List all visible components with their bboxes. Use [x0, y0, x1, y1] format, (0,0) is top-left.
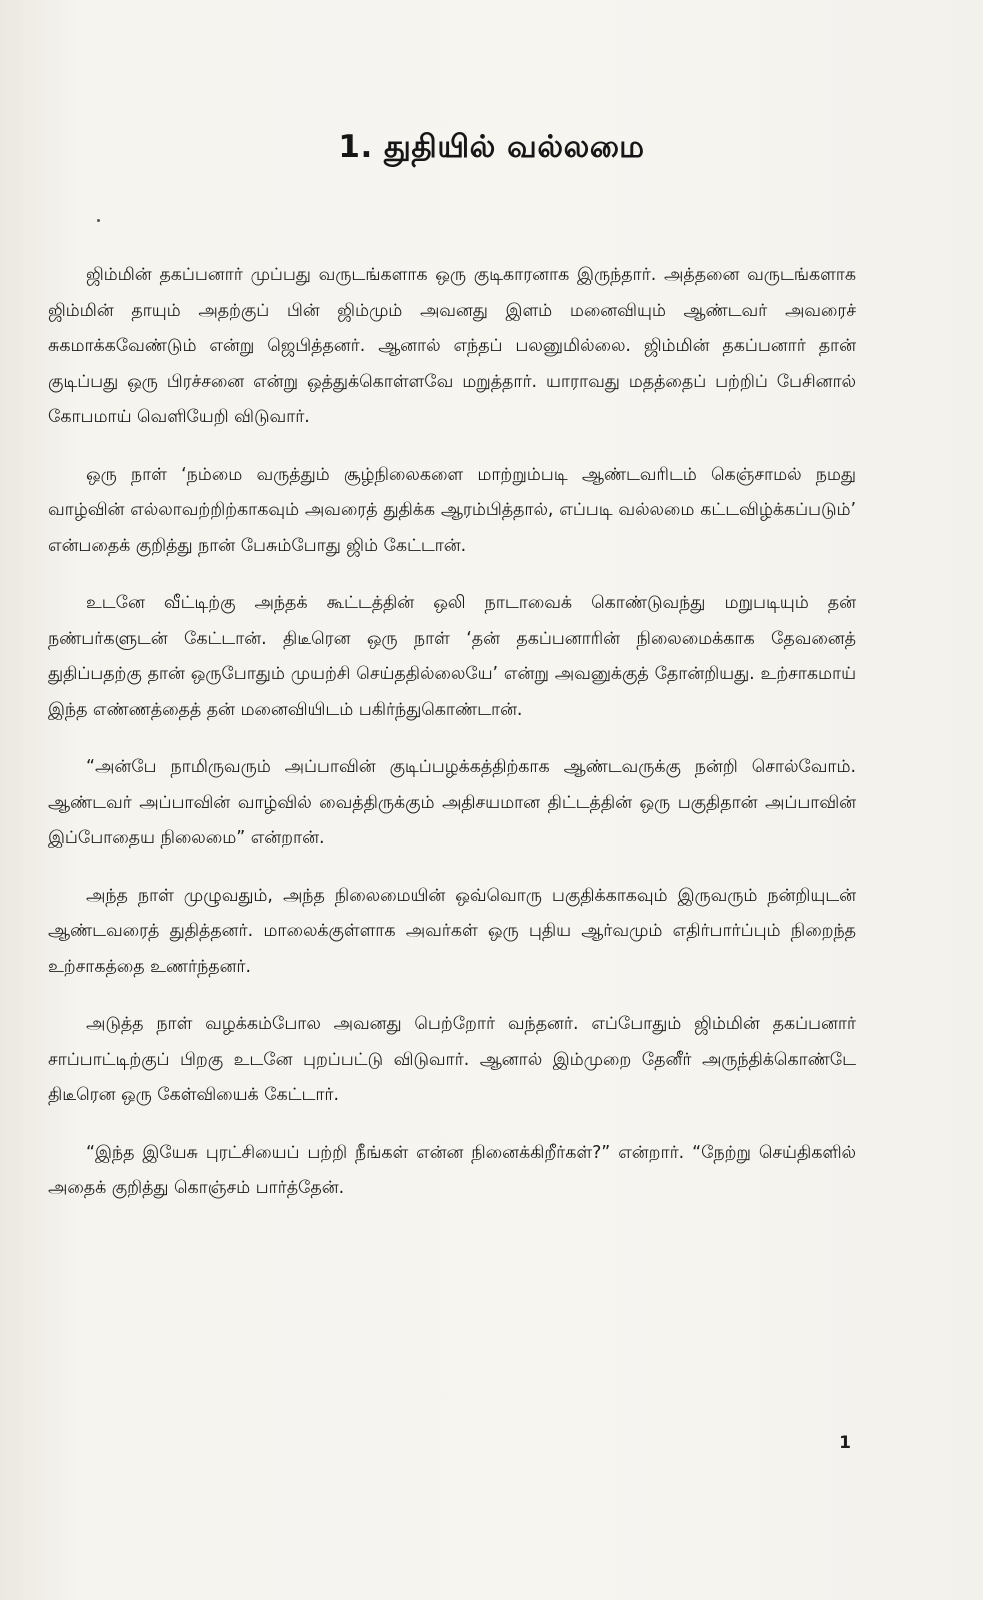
paragraph: உடனே வீட்டிற்கு அந்தக் கூட்டத்தின் ஒலி நாடாவைக் கொண்டுவந்து மறுபடியும் தன் நண்பர்களுடன் கேட்டான். திடீரென ஒரு நாள் ‘தன் தகப்பனாரின் நிலைமைக்காக தேவனைத் துதிப்பதற்கு தான் ஒருபோதும் முயற்சி செய்ததில்லையே’ என்று அவனுக்குத் தோன்றியது. உற்சாகமாய் இந்த எண்ணத்தைத் தன் மனைவியிடம் பகிர்ந்துகொண்டான்.	[48, 593, 856, 720]
paragraph: ஜிம்மின் தகப்பனார் முப்பது வருடங்களாக ஒரு குடிகாரனாக இருந்தார். அத்தனை வருடங்களாக ஜிம்மின் தாயும் அதற்குப் பின் ஜிம்மும் அவனது இளம் மனைவியும் ஆண்டவர் அவரைச் சுகமாக்கவேண்டும் என்று ஜெபித்தனர். ஆனால் எந்தப் பலனுமில்லை. ஜிம்மின் தகப்பனார் தான் குடிப்பது ஒரு பிரச்சனை என்று ஒத்துக்கொள்ளவே மறுத்தார். யாராவது மதத்தைப் பற்றிப் பேசினால் கோபமாய் வெளியேறி விடுவார்.	[48, 265, 856, 427]
paragraph: அடுத்த நாள் வழக்கம்போல அவனது பெற்றோர் வந்தனர். எப்போதும் ஜிம்மின் தகப்பனார் சாப்பாட்டிற்குப் பிறகு உடனே புறப்பட்டு விடுவார். ஆனால் இம்முறை தேனீர் அருந்திக்கொண்டே திடீரென ஒரு கேள்வியைக் கேட்டார்.	[48, 1014, 856, 1105]
page-number: 1	[839, 1433, 851, 1453]
body-text	[48, 258, 856, 1229]
paragraph: “அன்பே நாமிருவரும் அப்பாவின் குடிப்பழக்கத்திற்காக ஆண்டவருக்கு நன்றி சொல்வோம். ஆண்டவர் அப்பாவின் வாழ்வில் வைத்திருக்கும் அதிசயமான திட்டத்தின் ஒரு பகுதிதான் அப்பாவின் இப்போதைய நிலைமை” என்றான்.	[48, 757, 856, 848]
paragraph: ஒரு நாள் ‘நம்மை வருத்தும் சூழ்நிலைகளை மாற்றும்படி ஆண்டவரிடம் கெஞ்சாமல் நமது வாழ்வின் எல்லாவற்றிற்காகவும் அவரைத் துதிக்க ஆரம்பித்தால், எப்படி வல்லமை கட்டவிழ்க்கப்படும்’ என்பதைக் குறித்து நான் பேசும்போது ஜிம் கேட்டான்.	[48, 464, 856, 556]
paragraph: “இந்த இயேசு புரட்சியைப் பற்றி நீங்கள் என்ன நினைக்கிறீர்கள்?” என்றார். “நேற்று செய்திகளில் அதைக் குறித்து கொஞ்சம் பார்த்தேன்.	[48, 1142, 856, 1198]
print-speck	[97, 219, 100, 222]
paragraph: அந்த நாள் முழுவதும், அந்த நிலைமையின் ஒவ்வொரு பகுதிக்காகவும் இருவரும் நன்றியுடன் ஆண்டவரைத் துதித்தனர். மாலைக்குள்ளாக அவர்கள் ஒரு புதிய ஆர்வமும் எதிர்பார்ப்பும் நிறைந்த உற்சாகத்தை உணர்ந்தனர்.	[48, 885, 856, 977]
chapter-title: 1. துதியில் வல்லமை	[338, 128, 645, 165]
